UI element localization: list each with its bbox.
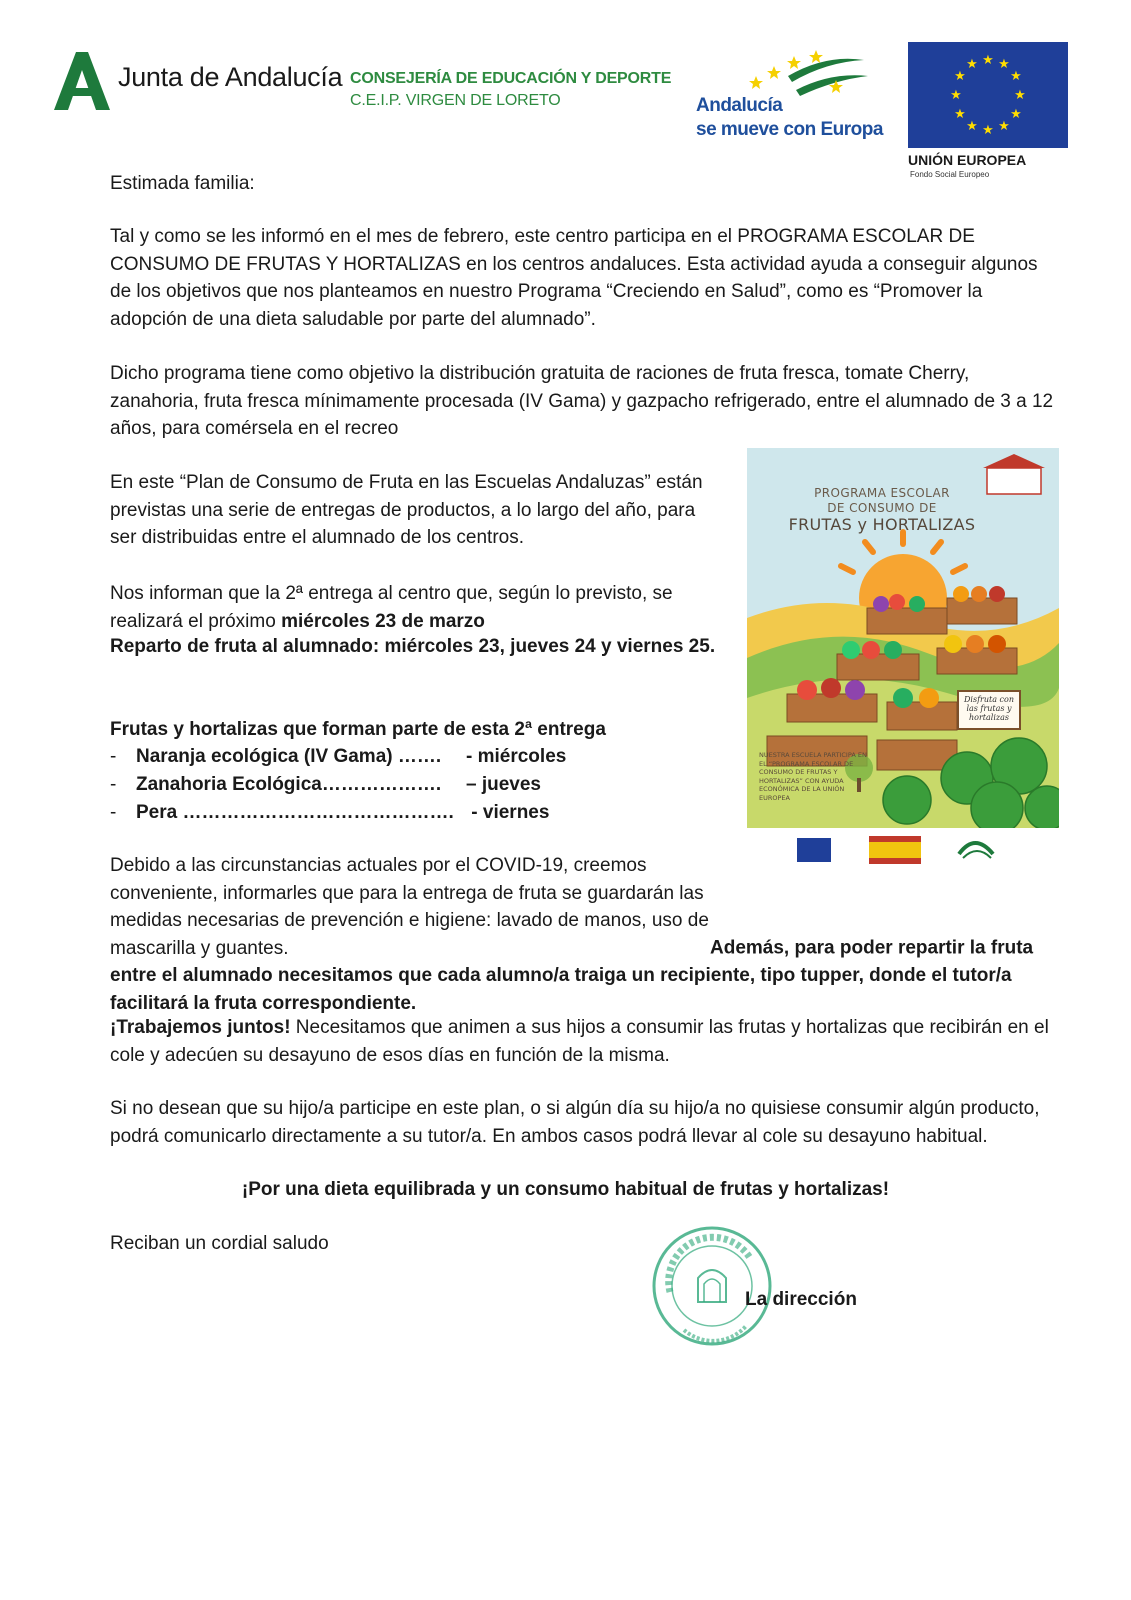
paragraph-optout: Si no desean que su hijo/a participe en este plan, o si algún día su hijo/a no quisiese consumir algún producto, podrá comunicarlo directamente a su tutor/a. En ambos casos podrá llevar al cole su desayuno habitual. (110, 1098, 1040, 1147)
poster-title-3: FRUTAS y HORTALIZAS (788, 515, 976, 534)
paragraph-together (110, 1014, 1055, 1069)
closing: Reciban un cordial saludo (110, 1233, 329, 1254)
list-dash: - (110, 774, 117, 795)
andalucia-text: Andalucía (696, 95, 783, 116)
product-name: Pera ……………………………………. (136, 802, 454, 823)
paragraph-program: Tal y como se les informó en el mes de febrero, este centro participa en el PROGRAMA ESCOLAR DE CONSUMO DE FRUTAS Y HORTALIZAS en los centros andaluces. Esta actividad ayuda a conseguir algunos de los objetivos que nos planteamos en nuestro Programa “Creciendo en Salud”, como es “Promover la adopción de una dieta saludable por parte del alumnado”. (110, 226, 1038, 330)
svg-text:★: ★ (1010, 107, 1022, 122)
svg-text:★: ★ (998, 57, 1010, 72)
svg-text:★: ★ (1010, 69, 1022, 84)
poster-title-2: DE CONSUMO DE (827, 501, 937, 515)
svg-text:★: ★ (950, 88, 962, 103)
svg-text:★: ★ (982, 53, 994, 68)
paragraph-delivery (110, 580, 720, 635)
eu-stars-icon (908, 42, 1068, 148)
svg-text:★: ★ (966, 57, 978, 72)
product-name: Zanahoria Ecológica………………. (136, 774, 442, 795)
covid-bold: Además, para poder repartir la fruta entre el alumnado necesitamos que cada alumno/a traiga un recipiente, tipo tupper, donde el tutor/a facilitará la fruta correspondiente. (110, 937, 1034, 1014)
eu-title: UNIÓN EUROPEA (908, 152, 1027, 168)
consejeria-title: CONSEJERÍA DE EDUCACIÓN Y DEPORTE (350, 70, 672, 87)
distribution-dates: Reparto de fruta al alumnado: miércoles 23, jueves 24 y viernes 25. (110, 636, 716, 657)
se-mueve-europa-text: se mueve con Europa (696, 119, 883, 140)
greeting: Estimada familia: (110, 173, 255, 194)
poster-title-1: PROGRAMA ESCOLAR (814, 486, 950, 500)
product-day: - viernes (466, 802, 550, 823)
together-text: Necesitamos que animen a sus hijos a consumir las frutas y hortalizas que recibirán en el cole y adecúen su desayuno de esos días en función de la misma. (110, 1017, 1049, 1066)
paragraph-plan: En este “Plan de Consumo de Fruta en las Escuelas Andaluzas” están previstas una serie de entregas de productos, a lo largo del año, para ser distribuidas entre el alumnado de los centros. (110, 472, 703, 548)
products-title: Frutas y hortalizas que forman parte de esta 2ª entrega (110, 719, 606, 740)
product-name: Naranja ecológica (IV Gama) ……. (136, 746, 442, 767)
poster-logos-icon (747, 828, 1059, 880)
poster-tagline: NUESTRA ESCUELA PARTICIPA EN EL “PROGRAMA ESCOLAR DE CONSUMO DE FRUTAS Y HORTALIZAS” CON AYUDA ECONÓMICA DE LA UNIÓN EUROPEA (759, 751, 867, 802)
eu-flag (908, 42, 1068, 148)
poster-footer-logos (747, 828, 1059, 880)
covid-text: Debido a las circunstancias actuales por el COVID-19, creemos conveniente, informarles que para la entrega de fruta se guardarán las medidas necesarias de prevención e higiene: lavado de manos, uso de mascarilla y guantes. (110, 855, 709, 959)
product-day: – jueves (466, 774, 541, 795)
junta-name: Junta de Andalucía (118, 62, 343, 92)
list-item (110, 771, 541, 799)
svg-text:★: ★ (1014, 88, 1026, 103)
list-dash: - (110, 746, 117, 767)
svg-text:★: ★ (954, 107, 966, 122)
junta-a-icon (50, 48, 114, 112)
list-item (110, 799, 549, 827)
svg-text:★: ★ (982, 123, 994, 138)
slogan: ¡Por una dieta equilibrada y un consumo habitual de frutas y hortalizas! (241, 1179, 890, 1200)
product-day: - miércoles (466, 746, 567, 767)
paragraph-objective: Dicho programa tiene como objetivo la distribución gratuita de raciones de fruta fresca, tomate Cherry, zanahoria, fruta fresca mínimamente procesada (IV Gama) y gazpacho refrigerado, entre el alumnado de 3 a 12 años, para comérsela en el recreo (110, 363, 1054, 439)
program-poster (747, 448, 1059, 880)
svg-text:★: ★ (966, 119, 978, 134)
together-bold: ¡Trabajemos juntos! (110, 1017, 291, 1038)
list-item (110, 743, 566, 771)
list-dash: - (110, 802, 117, 823)
signature: La dirección (745, 1289, 857, 1310)
svg-text:★: ★ (954, 69, 966, 84)
delivery-date: miércoles 23 de marzo (281, 610, 485, 632)
svg-text:★: ★ (998, 119, 1010, 134)
school-name: C.E.I.P. VIRGEN DE LORETO (350, 92, 561, 109)
delivery-text: Nos informan que la 2ª entrega al centro que, según lo previsto, se realizará el próximo (110, 583, 673, 632)
stars-swoosh-icon (696, 46, 872, 96)
poster-sign: Disfruta con las frutas y hortalizas (957, 690, 1021, 730)
eu-subtitle: Fondo Social Europeo (910, 170, 990, 179)
